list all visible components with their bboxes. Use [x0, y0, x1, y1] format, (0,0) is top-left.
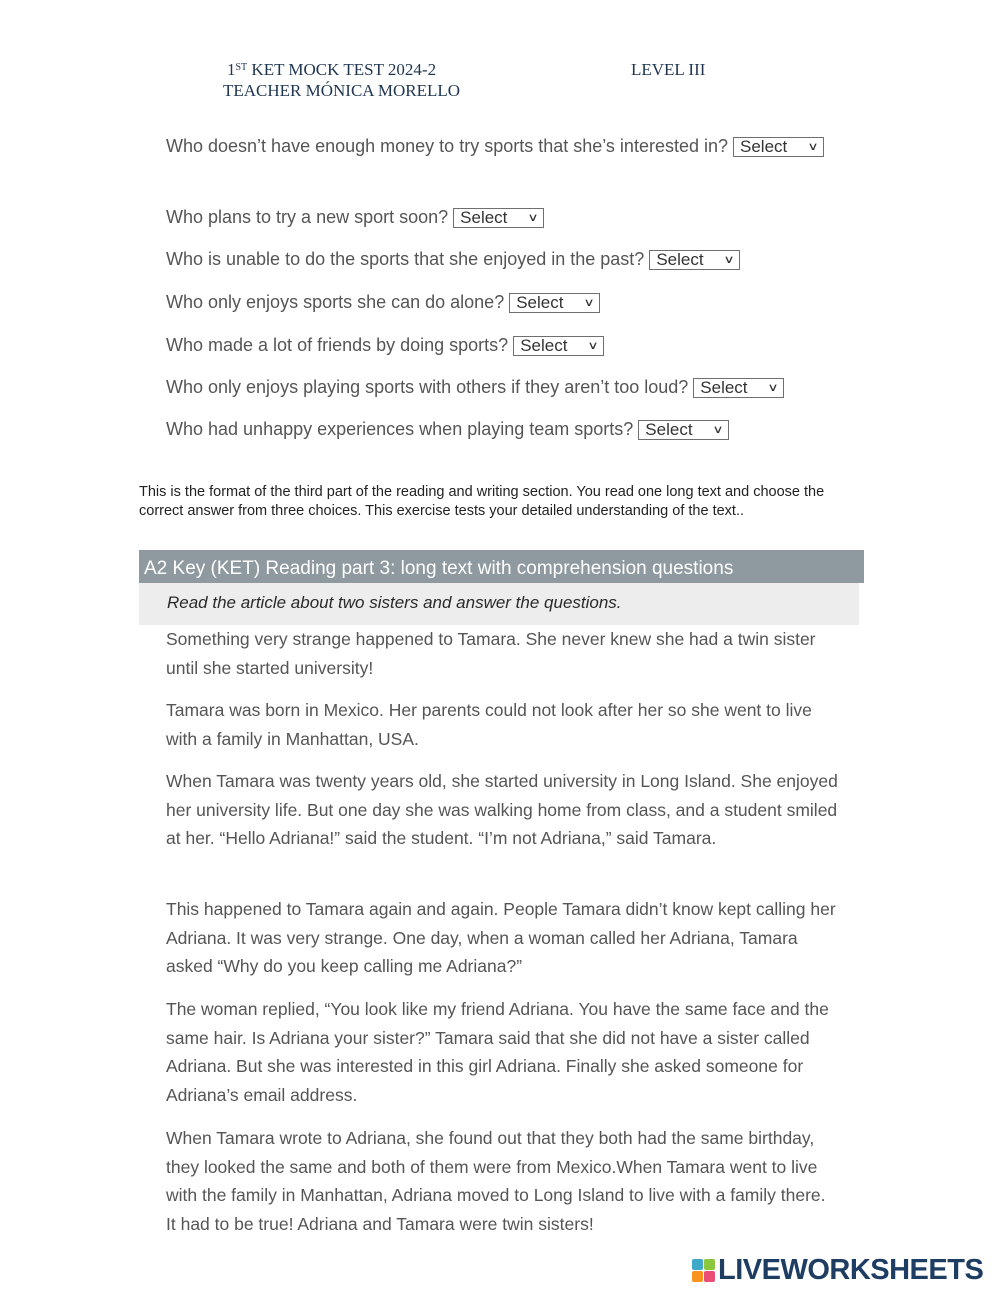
question-text: Who is unable to do the sports that she enjoyed in the past?: [166, 249, 645, 269]
teacher-name: TEACHER MÓNICA MORELLO: [223, 81, 461, 100]
chevron-down-icon: ∨: [527, 212, 539, 224]
article-paragraph: When Tamara wrote to Adriana, she found out that they both had the same birthday, they looked the same and both of them were from Mexico.When Tamara went to live with the family in Manhattan, Adriana moved to Long Island to live with a family there. It had to be true! Adriana and Tamara were twin sisters!: [166, 1128, 826, 1234]
question-text: Who doesn’t have enough money to try sports that she’s interested in?: [166, 136, 728, 156]
level-label: LEVEL III: [631, 60, 706, 79]
question-row: [166, 335, 604, 356]
answer-select[interactable]: Select ∨: [733, 137, 824, 157]
article-paragraph: Something very strange happened to Tamara. She never knew she had a twin sister until she started university!: [166, 629, 816, 678]
logo-square: [704, 1259, 715, 1270]
instruction: Read the article about two sisters and answer the questions.: [139, 583, 859, 625]
article-paragraph: Tamara was born in Mexico. Her parents could not look after her so she went to live with a family in Manhattan, USA.: [166, 700, 812, 749]
question-row: [166, 292, 600, 313]
chevron-down-icon: ∨: [583, 297, 595, 309]
answer-select[interactable]: Select ∨: [453, 208, 544, 228]
answer-select[interactable]: Select ∨: [649, 250, 740, 270]
answer-select[interactable]: Select ∨: [509, 293, 600, 313]
question-text: Who only enjoys sports she can do alone?: [166, 292, 505, 312]
question-row: [166, 419, 729, 440]
section-description: This is the format of the third part of the reading and writing section. You read one long text and choose the correct answer from three choices. This exercise tests your detailed understanding of the text..: [139, 484, 825, 519]
question-row: [166, 249, 740, 270]
article-paragraph: This happened to Tamara again and again. People Tamara didn’t know kept calling her Adriana. It was very strange. One day, when a woman called her Adriana, Tamara asked “Why do you keep calling me Adriana?”: [166, 899, 836, 976]
chevron-down-icon: ∨: [807, 141, 819, 153]
question-text: Who only enjoys playing sports with others if they aren’t too loud?: [166, 377, 689, 397]
question-row: [166, 207, 544, 228]
answer-select[interactable]: Select ∨: [638, 420, 729, 440]
logo-square: [692, 1259, 703, 1270]
logo-square: [692, 1271, 703, 1282]
question-row: [166, 377, 784, 398]
chevron-down-icon: ∨: [587, 340, 599, 352]
chevron-down-icon: ∨: [723, 254, 735, 266]
chevron-down-icon: ∨: [767, 382, 779, 394]
liveworksheets-logo: [692, 1255, 983, 1285]
question-text: Who made a lot of friends by doing sports?: [166, 335, 509, 355]
question-row: [166, 136, 824, 157]
logo-text: LIVEWORKSHEETS: [718, 1253, 984, 1286]
chevron-down-icon: ∨: [712, 424, 724, 436]
test-title: 1ST KET MOCK TEST 2024-2: [227, 60, 437, 79]
question-text: Who plans to try a new sport soon?: [166, 207, 449, 227]
question-text: Who had unhappy experiences when playing team sports?: [166, 419, 634, 439]
logo-icon: [692, 1259, 715, 1282]
article-paragraph: The woman replied, “You look like my friend Adriana. You have the same face and the same hair. Is Adriana your sister?” Tamara said that she did not have a sister called Adriana. But she was interested in this girl Adriana. Finally she asked someone for Adriana’s email address.: [166, 999, 829, 1105]
section-title: A2 Key (KET) Reading part 3: long text with comprehension questions: [139, 550, 864, 583]
answer-select[interactable]: Select ∨: [513, 336, 604, 356]
answer-select[interactable]: Select ∨: [693, 378, 784, 398]
article-paragraph: When Tamara was twenty years old, she started university in Long Island. She enjoyed her university life. But one day she was walking home from class, and a student smiled at her. “Hello Adriana!” said the student. “I’m not Adriana,” said Tamara.: [166, 771, 838, 848]
logo-square: [704, 1271, 715, 1282]
